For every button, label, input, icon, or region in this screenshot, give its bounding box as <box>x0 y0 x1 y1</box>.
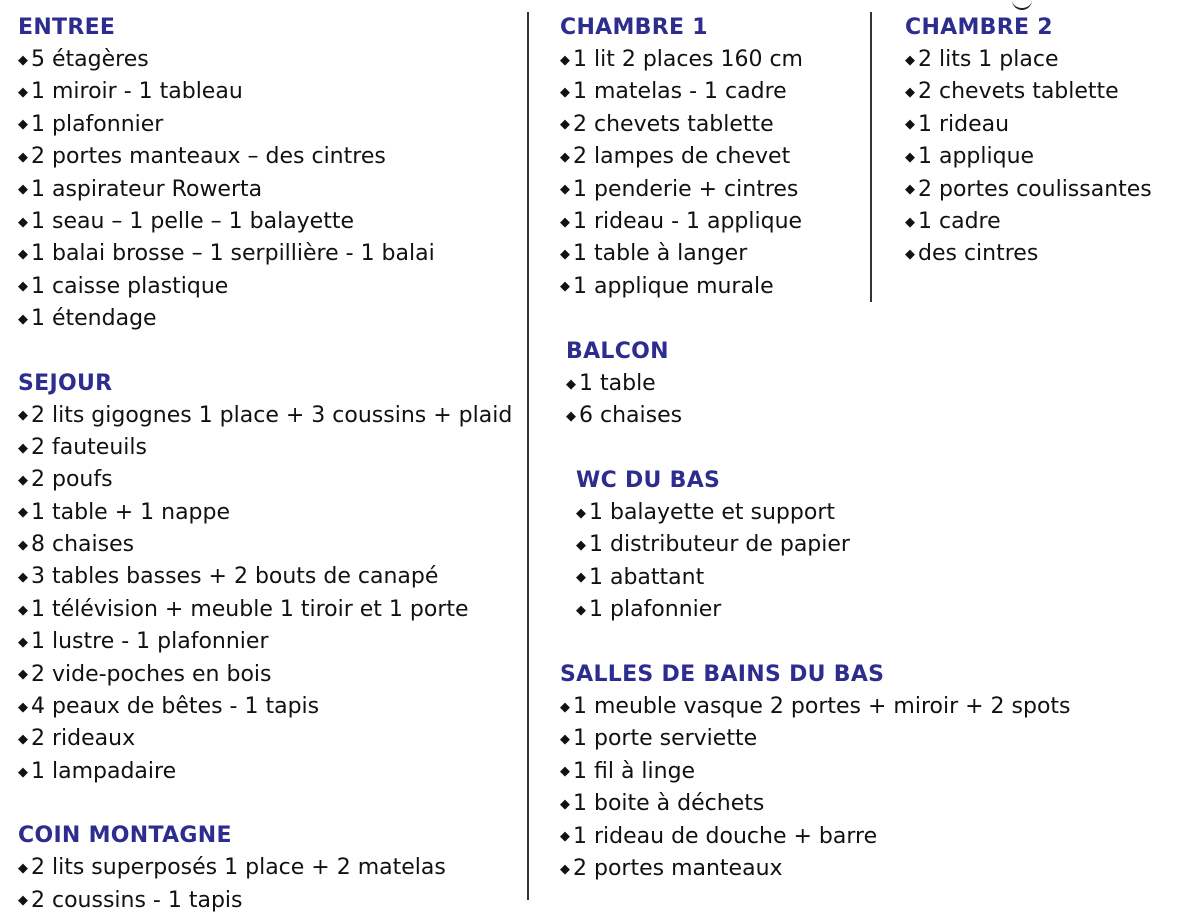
section-title: SEJOUR <box>18 370 113 396</box>
item-list <box>560 691 1120 885</box>
left-column <box>18 12 518 917</box>
item-text: 8 chaises <box>31 532 135 558</box>
item-text: 2 portes manteaux – des cintres <box>31 144 386 170</box>
bullet-icon: ◆ <box>905 117 915 133</box>
salles-de-bains-block <box>560 659 1120 885</box>
wc-block <box>576 465 876 627</box>
item-text: 5 étagères <box>31 47 149 72</box>
bullet-icon: ◆ <box>560 796 570 812</box>
list-item <box>18 561 518 593</box>
list-item <box>18 174 518 206</box>
item-text: 1 rideau de douche + barre <box>573 823 878 849</box>
item-list <box>576 497 876 627</box>
list-item <box>18 594 518 626</box>
list-item <box>905 141 1195 173</box>
item-text: 1 table <box>579 371 656 396</box>
bullet-icon: ◆ <box>905 247 915 263</box>
item-text: 2 portes coulissantes <box>918 176 1152 202</box>
item-text: 2 vide-poches en bois <box>31 661 272 687</box>
middle-column-top <box>560 12 860 303</box>
list-item <box>18 626 518 658</box>
list-item <box>560 76 860 108</box>
item-text: 2 chevets tablette <box>918 79 1119 105</box>
bullet-icon: ◆ <box>560 214 570 230</box>
item-text: 4 peaux de bêtes - 1 tapis <box>31 694 320 720</box>
bullet-icon: ◆ <box>18 505 28 521</box>
bullet-icon: ◆ <box>18 634 28 650</box>
bullet-icon: ◆ <box>576 602 586 618</box>
bullet-icon: ◆ <box>566 409 576 425</box>
item-text: 1 rideau <box>918 111 1010 137</box>
list-item <box>18 109 518 141</box>
item-text: 1 porte serviette <box>573 726 758 752</box>
bullet-icon: ◆ <box>18 279 28 295</box>
item-text: 1 balayette et support <box>589 500 835 525</box>
item-text: 1 abattant <box>589 564 705 590</box>
bullet-icon: ◆ <box>18 732 28 748</box>
item-text: 2 lits 1 place <box>918 47 1059 72</box>
list-item <box>18 432 518 464</box>
bullet-icon: ◆ <box>18 149 28 165</box>
list-item <box>560 788 1120 820</box>
section-title: SALLES DE BAINS DU BAS <box>560 662 885 687</box>
bullet-icon: ◆ <box>18 537 28 553</box>
bullet-icon: ◆ <box>18 214 28 230</box>
item-list <box>18 400 518 789</box>
item-text: 1 table à langer <box>573 241 748 267</box>
item-text: 2 chevets tablette <box>573 111 774 137</box>
bullet-icon: ◆ <box>560 247 570 263</box>
list-item <box>560 723 1120 755</box>
bullet-icon: ◆ <box>566 376 576 392</box>
list-item <box>560 238 860 270</box>
item-text: des cintres <box>918 241 1039 267</box>
bullet-icon: ◆ <box>905 85 915 101</box>
list-item <box>560 691 1120 723</box>
item-text: 2 lits superposés 1 place + 2 matelas <box>31 855 446 881</box>
bullet-icon: ◆ <box>560 732 570 748</box>
section-wc-du-bas <box>576 465 876 627</box>
list-item <box>560 853 1120 885</box>
list-item <box>18 76 518 108</box>
item-text: 6 chaises <box>579 403 683 429</box>
section-chambre-2 <box>905 12 1195 271</box>
bullet-icon: ◆ <box>905 52 915 68</box>
section-coin-montagne <box>18 820 518 917</box>
item-text: 1 distributeur de papier <box>589 532 850 558</box>
item-text: 1 aspirateur Rowerta <box>31 176 263 202</box>
bullet-icon: ◆ <box>18 440 28 456</box>
item-text: 2 fauteuils <box>31 434 147 460</box>
item-text: 1 lit 2 places 160 cm <box>573 47 803 72</box>
item-text: 1 seau – 1 pelle – 1 balayette <box>31 208 355 234</box>
list-item <box>18 141 518 173</box>
item-text: 3 tables basses + 2 bouts de canapé <box>31 564 439 590</box>
bullet-icon: ◆ <box>560 182 570 198</box>
bullet-icon: ◆ <box>18 182 28 198</box>
item-text: 1 lampadaire <box>31 758 177 784</box>
bullet-icon: ◆ <box>576 505 586 521</box>
list-item <box>905 174 1195 206</box>
item-text: 1 matelas - 1 cadre <box>573 79 787 105</box>
item-text: 1 télévision + meuble 1 tiroir et 1 porte <box>31 596 469 622</box>
bullet-icon: ◆ <box>560 764 570 780</box>
bullet-icon: ◆ <box>18 85 28 101</box>
list-item <box>18 464 518 496</box>
bullet-icon: ◆ <box>560 829 570 845</box>
column-divider-left <box>527 12 529 900</box>
item-text: 1 penderie + cintres <box>573 176 799 202</box>
section-title: WC DU BAS <box>576 468 721 493</box>
bullet-icon: ◆ <box>18 311 28 327</box>
balcon-block <box>566 336 866 433</box>
bullet-icon: ◆ <box>560 149 570 165</box>
bullet-icon: ◆ <box>576 570 586 586</box>
bullet-icon: ◆ <box>560 699 570 715</box>
column-divider-right <box>870 12 872 302</box>
item-text: 2 portes manteaux <box>573 855 783 881</box>
list-item <box>560 141 860 173</box>
item-text: 2 lampes de chevet <box>573 144 791 170</box>
item-text: 1 balai brosse – 1 serpillière - 1 balai <box>31 241 435 267</box>
list-item <box>905 44 1195 76</box>
item-text: 1 table + 1 nappe <box>31 499 231 525</box>
bullet-icon: ◆ <box>18 699 28 715</box>
bullet-icon: ◆ <box>560 117 570 133</box>
item-text: 1 meuble vasque 2 portes + miroir + 2 spots <box>573 694 1071 719</box>
bullet-icon: ◆ <box>18 52 28 68</box>
list-item <box>576 497 876 529</box>
bullet-icon: ◆ <box>560 52 570 68</box>
list-item <box>18 659 518 691</box>
section-entree <box>18 12 518 336</box>
item-text: 1 boite à déchets <box>573 791 765 817</box>
item-list <box>18 44 518 336</box>
right-column <box>905 12 1195 271</box>
bullet-icon: ◆ <box>560 279 570 295</box>
list-item <box>18 529 518 561</box>
list-item <box>560 206 860 238</box>
list-item <box>576 529 876 561</box>
item-text: 1 miroir - 1 tableau <box>31 79 243 105</box>
section-title: COIN MONTAGNE <box>18 823 232 849</box>
item-list <box>905 44 1195 271</box>
bullet-icon: ◆ <box>18 247 28 263</box>
list-item <box>905 206 1195 238</box>
bullet-icon: ◆ <box>560 85 570 101</box>
list-item <box>18 271 518 303</box>
item-list <box>560 44 860 303</box>
list-item <box>18 885 518 917</box>
list-item <box>566 400 866 432</box>
list-item <box>18 238 518 270</box>
section-chambre-1 <box>560 12 860 303</box>
item-text: 1 plafonnier <box>589 597 722 623</box>
bullet-icon: ◆ <box>18 764 28 780</box>
section-sejour <box>18 368 518 789</box>
section-balcon <box>566 336 866 433</box>
bullet-icon: ◆ <box>18 860 28 876</box>
item-text: 1 plafonnier <box>31 111 164 137</box>
item-text: 1 caisse plastique <box>31 273 229 299</box>
list-item <box>560 109 860 141</box>
bullet-icon: ◆ <box>576 538 586 554</box>
item-text: 1 cadre <box>918 208 1001 234</box>
list-item <box>18 303 518 335</box>
list-item <box>18 852 518 884</box>
item-list <box>18 852 518 917</box>
list-item <box>560 756 1120 788</box>
section-title: BALCON <box>566 339 669 364</box>
list-item <box>18 691 518 723</box>
section-title: CHAMBRE 2 <box>905 15 1053 40</box>
list-item <box>560 821 1120 853</box>
bullet-icon: ◆ <box>905 149 915 165</box>
item-text: 2 lits gigognes 1 place + 3 coussins + plaid <box>31 402 513 428</box>
list-item <box>18 400 518 432</box>
item-text: 2 coussins - 1 tapis <box>31 887 243 913</box>
section-title: ENTREE <box>18 15 116 40</box>
list-item <box>566 368 866 400</box>
bullet-icon: ◆ <box>18 602 28 618</box>
list-item <box>560 271 860 303</box>
list-item <box>905 109 1195 141</box>
bullet-icon: ◆ <box>18 893 28 909</box>
item-list <box>566 368 866 433</box>
bullet-icon: ◆ <box>905 214 915 230</box>
list-item <box>18 44 518 76</box>
list-item <box>905 238 1195 270</box>
list-item <box>18 206 518 238</box>
item-text: 1 applique murale <box>573 273 774 299</box>
list-item <box>18 723 518 755</box>
bullet-icon: ◆ <box>905 182 915 198</box>
bullet-icon: ◆ <box>18 472 28 488</box>
item-text: 2 poufs <box>31 467 113 493</box>
decorative-stroke <box>1012 0 1032 10</box>
list-item <box>576 562 876 594</box>
bullet-icon: ◆ <box>18 570 28 586</box>
list-item <box>560 44 860 76</box>
list-item <box>905 76 1195 108</box>
item-text: 1 rideau - 1 applique <box>573 208 803 234</box>
item-text: 2 rideaux <box>31 726 136 752</box>
section-title: CHAMBRE 1 <box>560 15 708 40</box>
item-text: 1 lustre - 1 plafonnier <box>31 629 269 655</box>
section-salles-de-bains <box>560 659 1120 885</box>
list-item <box>18 756 518 788</box>
list-item <box>576 594 876 626</box>
bullet-icon: ◆ <box>18 667 28 683</box>
bullet-icon: ◆ <box>18 408 28 424</box>
item-text: 1 applique <box>918 144 1035 170</box>
item-text: 1 fil à linge <box>573 758 696 784</box>
bullet-icon: ◆ <box>560 861 570 877</box>
item-text: 1 étendage <box>31 306 157 332</box>
list-item <box>560 174 860 206</box>
bullet-icon: ◆ <box>18 117 28 133</box>
list-item <box>18 497 518 529</box>
